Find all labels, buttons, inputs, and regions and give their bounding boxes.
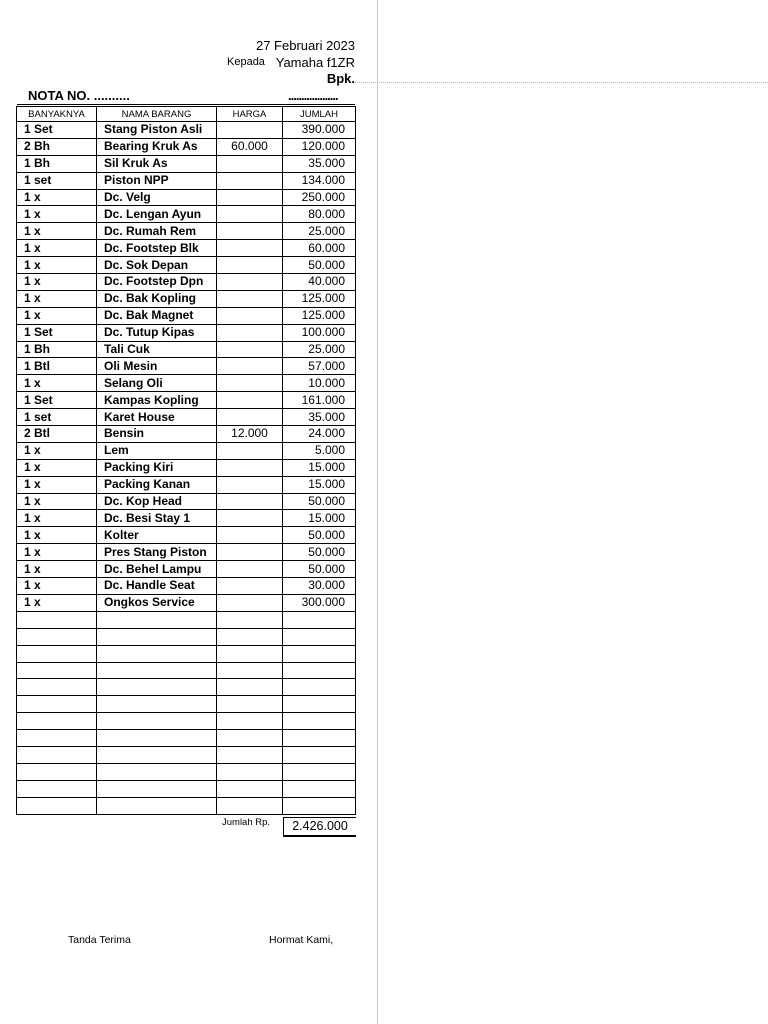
- receiver-signature-label: Tanda Terima: [68, 934, 131, 946]
- cell-name: Kampas Kopling: [97, 392, 217, 409]
- cell-name: Selang Oli: [97, 375, 217, 392]
- empty-cell: [217, 645, 283, 662]
- empty-table-row: [17, 746, 356, 763]
- cell-price: [217, 324, 283, 341]
- cell-name: Lem: [97, 442, 217, 459]
- cell-qty: 1 set: [17, 172, 97, 189]
- table-row: [17, 155, 356, 172]
- nota-dots: ...................: [288, 88, 338, 103]
- cell-amount: 10.000: [283, 375, 356, 392]
- empty-cell: [97, 780, 217, 797]
- cell-price: [217, 122, 283, 139]
- cell-amount: 50.000: [283, 493, 356, 510]
- empty-cell: [217, 713, 283, 730]
- recipient-name: Yamaha f1ZR: [275, 55, 355, 70]
- cell-name: Dc. Rumah Rem: [97, 223, 217, 240]
- empty-cell: [97, 628, 217, 645]
- empty-cell: [17, 797, 97, 814]
- cell-name: Piston NPP: [97, 172, 217, 189]
- cell-amount: 50.000: [283, 561, 356, 578]
- total-value: 2.426.000: [283, 817, 356, 837]
- cell-name: Stang Piston Asli: [97, 122, 217, 139]
- nota-number: NOTA NO. ..........: [28, 88, 130, 103]
- empty-cell: [283, 645, 356, 662]
- cell-amount: 60.000: [283, 240, 356, 257]
- kepada-label: Kepada: [227, 56, 265, 68]
- cell-price: [217, 189, 283, 206]
- cell-price: [217, 544, 283, 561]
- cell-name: Dc. Velg: [97, 189, 217, 206]
- empty-cell: [17, 730, 97, 747]
- cell-amount: 300.000: [283, 594, 356, 611]
- empty-cell: [17, 713, 97, 730]
- cell-qty: 1 Set: [17, 324, 97, 341]
- table-row: [17, 409, 356, 426]
- table-row: [17, 561, 356, 578]
- empty-cell: [97, 696, 217, 713]
- cell-qty: 1 x: [17, 189, 97, 206]
- cell-qty: 1 x: [17, 493, 97, 510]
- cell-amount: 161.000: [283, 392, 356, 409]
- cell-amount: 390.000: [283, 122, 356, 139]
- table-row: [17, 375, 356, 392]
- cell-amount: 35.000: [283, 409, 356, 426]
- empty-cell: [17, 679, 97, 696]
- table-row: [17, 594, 356, 611]
- cell-price: [217, 274, 283, 291]
- empty-cell: [217, 763, 283, 780]
- cell-name: Dc. Bak Magnet: [97, 307, 217, 324]
- cell-price: [217, 442, 283, 459]
- empty-cell: [17, 662, 97, 679]
- table-body: [17, 122, 356, 815]
- empty-cell: [217, 628, 283, 645]
- cell-qty: 1 x: [17, 274, 97, 291]
- table-row: [17, 307, 356, 324]
- cell-qty: 1 Set: [17, 392, 97, 409]
- table-row: [17, 426, 356, 443]
- empty-cell: [283, 763, 356, 780]
- cell-name: Dc. Lengan Ayun: [97, 206, 217, 223]
- cell-price: [217, 375, 283, 392]
- cell-name: Packing Kiri: [97, 459, 217, 476]
- cell-qty: 1 Bh: [17, 341, 97, 358]
- empty-table-row: [17, 763, 356, 780]
- cell-name: Ongkos Service: [97, 594, 217, 611]
- empty-table-row: [17, 628, 356, 645]
- cell-amount: 30.000: [283, 578, 356, 595]
- table-header-row: [17, 107, 356, 122]
- cell-qty: 1 x: [17, 459, 97, 476]
- empty-cell: [283, 696, 356, 713]
- empty-cell: [283, 611, 356, 628]
- cell-qty: 1 x: [17, 240, 97, 257]
- cell-qty: 1 x: [17, 223, 97, 240]
- table-row: [17, 290, 356, 307]
- cell-qty: 1 x: [17, 561, 97, 578]
- header-underline: [17, 104, 355, 105]
- table-row: [17, 189, 356, 206]
- cell-amount: 250.000: [283, 189, 356, 206]
- cell-price: [217, 409, 283, 426]
- empty-cell: [283, 730, 356, 747]
- empty-cell: [283, 780, 356, 797]
- total-label: Jumlah Rp.: [222, 817, 271, 828]
- cell-name: Dc. Bak Kopling: [97, 290, 217, 307]
- empty-table-row: [17, 696, 356, 713]
- empty-cell: [283, 662, 356, 679]
- table-row: [17, 138, 356, 155]
- empty-cell: [97, 662, 217, 679]
- cell-name: Dc. Tutup Kipas: [97, 324, 217, 341]
- column-header-amount: JUMLAH: [283, 107, 356, 122]
- cell-amount: 57.000: [283, 358, 356, 375]
- cell-price: [217, 290, 283, 307]
- empty-cell: [283, 713, 356, 730]
- empty-cell: [217, 730, 283, 747]
- cell-name: Oli Mesin: [97, 358, 217, 375]
- table-row: [17, 578, 356, 595]
- cell-amount: 134.000: [283, 172, 356, 189]
- table-row: [17, 527, 356, 544]
- table-row: [17, 257, 356, 274]
- empty-cell: [17, 763, 97, 780]
- empty-cell: [217, 662, 283, 679]
- cell-amount: 50.000: [283, 544, 356, 561]
- cell-price: [217, 358, 283, 375]
- empty-cell: [97, 746, 217, 763]
- cell-amount: 5.000: [283, 442, 356, 459]
- cell-qty: 1 x: [17, 442, 97, 459]
- cell-price: [217, 578, 283, 595]
- invoice-table: [16, 106, 356, 815]
- empty-cell: [283, 628, 356, 645]
- cell-name: Dc. Handle Seat: [97, 578, 217, 595]
- cell-amount: 100.000: [283, 324, 356, 341]
- empty-table-row: [17, 730, 356, 747]
- cell-amount: 25.000: [283, 223, 356, 240]
- recipient-title: Bpk.: [326, 71, 355, 86]
- empty-cell: [217, 746, 283, 763]
- invoice-date: 27 Februari 2023: [255, 38, 355, 53]
- cell-amount: 50.000: [283, 527, 356, 544]
- empty-cell: [17, 746, 97, 763]
- table-row: [17, 459, 356, 476]
- cell-name: Dc. Sok Depan: [97, 257, 217, 274]
- page-divider: [377, 0, 378, 1024]
- cell-price: [217, 257, 283, 274]
- empty-table-row: [17, 780, 356, 797]
- cell-qty: 1 x: [17, 578, 97, 595]
- empty-cell: [283, 746, 356, 763]
- cell-amount: 40.000: [283, 274, 356, 291]
- cell-qty: 1 x: [17, 476, 97, 493]
- table-row: [17, 223, 356, 240]
- empty-cell: [17, 696, 97, 713]
- empty-cell: [17, 645, 97, 662]
- table-row: [17, 206, 356, 223]
- cell-amount: 15.000: [283, 510, 356, 527]
- empty-cell: [97, 645, 217, 662]
- cell-price: [217, 341, 283, 358]
- cell-price: [217, 510, 283, 527]
- cell-name: Pres Stang Piston: [97, 544, 217, 561]
- column-header-qty: BANYAKNYA: [17, 107, 97, 122]
- cell-price: [217, 172, 283, 189]
- table-row: [17, 240, 356, 257]
- cell-price: [217, 392, 283, 409]
- cell-name: Tali Cuk: [97, 341, 217, 358]
- cell-price: [217, 206, 283, 223]
- empty-cell: [217, 611, 283, 628]
- empty-table-row: [17, 645, 356, 662]
- cell-qty: 1 x: [17, 290, 97, 307]
- table-row: [17, 544, 356, 561]
- table-row: [17, 510, 356, 527]
- cell-name: Dc. Footstep Blk: [97, 240, 217, 257]
- column-header-name: NAMA BARANG: [97, 107, 217, 122]
- cell-qty: 1 x: [17, 544, 97, 561]
- cell-qty: 1 x: [17, 527, 97, 544]
- empty-table-row: [17, 679, 356, 696]
- cell-name: Dc. Footstep Dpn: [97, 274, 217, 291]
- cell-name: Karet House: [97, 409, 217, 426]
- table-row: [17, 341, 356, 358]
- cell-price: 12.000: [217, 426, 283, 443]
- table-row: [17, 172, 356, 189]
- empty-cell: [97, 797, 217, 814]
- cell-price: [217, 307, 283, 324]
- cell-amount: 15.000: [283, 459, 356, 476]
- table-row: [17, 324, 356, 341]
- cell-qty: 1 Bh: [17, 155, 97, 172]
- empty-cell: [97, 611, 217, 628]
- cell-amount: 35.000: [283, 155, 356, 172]
- cell-name: Bearing Kruk As: [97, 138, 217, 155]
- cell-amount: 50.000: [283, 257, 356, 274]
- cell-qty: 1 Set: [17, 122, 97, 139]
- cell-name: Kolter: [97, 527, 217, 544]
- cell-amount: 24.000: [283, 426, 356, 443]
- page-break-guide: [355, 82, 768, 83]
- cell-price: [217, 240, 283, 257]
- cell-qty: 2 Bh: [17, 138, 97, 155]
- empty-table-row: [17, 662, 356, 679]
- table-row: [17, 493, 356, 510]
- table-row: [17, 358, 356, 375]
- cell-price: [217, 594, 283, 611]
- cell-qty: 1 x: [17, 594, 97, 611]
- cell-name: Dc. Besi Stay 1: [97, 510, 217, 527]
- cell-price: [217, 155, 283, 172]
- cell-price: 60.000: [217, 138, 283, 155]
- cell-price: [217, 223, 283, 240]
- empty-cell: [283, 679, 356, 696]
- cell-amount: 125.000: [283, 290, 356, 307]
- cell-name: Dc. Behel Lampu: [97, 561, 217, 578]
- cell-amount: 80.000: [283, 206, 356, 223]
- cell-name: Sil Kruk As: [97, 155, 217, 172]
- table-row: [17, 122, 356, 139]
- empty-cell: [97, 763, 217, 780]
- cell-price: [217, 459, 283, 476]
- cell-amount: 25.000: [283, 341, 356, 358]
- cell-qty: 1 x: [17, 510, 97, 527]
- empty-cell: [283, 797, 356, 814]
- sender-signature-label: Hormat Kami,: [269, 934, 334, 946]
- empty-table-row: [17, 611, 356, 628]
- cell-qty: 1 Btl: [17, 358, 97, 375]
- cell-price: [217, 493, 283, 510]
- table-row: [17, 274, 356, 291]
- empty-cell: [217, 679, 283, 696]
- cell-amount: 125.000: [283, 307, 356, 324]
- empty-cell: [217, 780, 283, 797]
- cell-name: Bensin: [97, 426, 217, 443]
- cell-qty: 1 x: [17, 307, 97, 324]
- cell-qty: 2 Btl: [17, 426, 97, 443]
- empty-cell: [17, 611, 97, 628]
- empty-table-row: [17, 713, 356, 730]
- cell-amount: 120.000: [283, 138, 356, 155]
- table-row: [17, 392, 356, 409]
- cell-qty: 1 x: [17, 257, 97, 274]
- cell-price: [217, 561, 283, 578]
- cell-name: Packing Kanan: [97, 476, 217, 493]
- empty-cell: [97, 679, 217, 696]
- cell-qty: 1 x: [17, 206, 97, 223]
- table-row: [17, 442, 356, 459]
- empty-cell: [17, 780, 97, 797]
- cell-amount: 15.000: [283, 476, 356, 493]
- cell-qty: 1 set: [17, 409, 97, 426]
- empty-cell: [97, 730, 217, 747]
- empty-table-row: [17, 797, 356, 814]
- cell-name: Dc. Kop Head: [97, 493, 217, 510]
- table-row: [17, 476, 356, 493]
- cell-qty: 1 x: [17, 375, 97, 392]
- empty-cell: [97, 713, 217, 730]
- column-header-price: HARGA: [217, 107, 283, 122]
- cell-price: [217, 527, 283, 544]
- empty-cell: [217, 696, 283, 713]
- cell-price: [217, 476, 283, 493]
- empty-cell: [217, 797, 283, 814]
- empty-cell: [17, 628, 97, 645]
